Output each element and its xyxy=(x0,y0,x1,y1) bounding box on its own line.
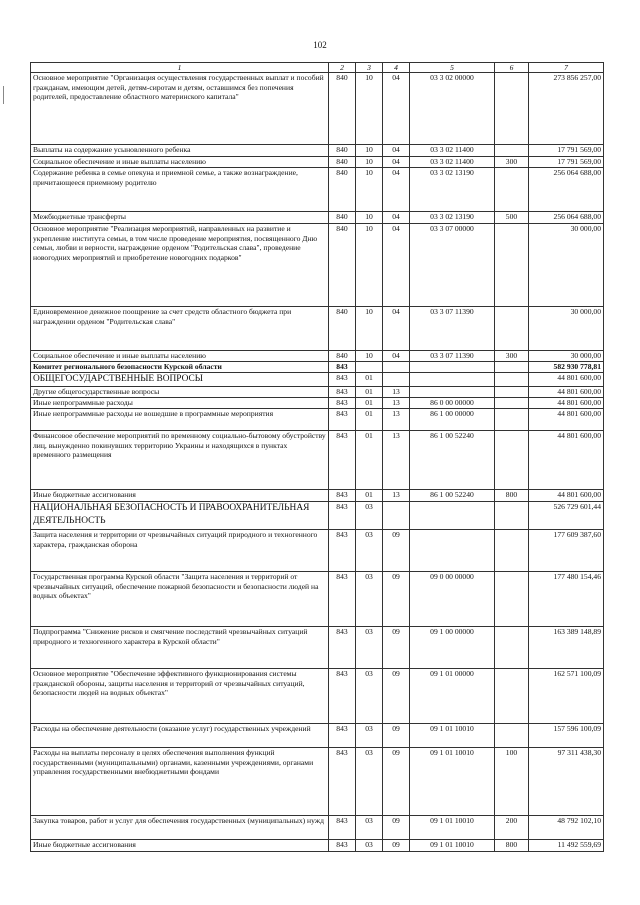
section-code: 10 xyxy=(356,351,383,362)
subsection-code: 04 xyxy=(383,224,410,307)
amount: 44 801 600,00 xyxy=(529,373,604,387)
target-article-code: 86 1 00 52240 xyxy=(410,490,495,502)
table-row xyxy=(31,816,604,840)
section-code: 10 xyxy=(356,157,383,168)
column-number: 3 xyxy=(356,63,383,73)
target-article-code: 86 1 00 00000 xyxy=(410,409,495,431)
budget-table xyxy=(30,62,604,852)
expense-type-code xyxy=(495,224,529,307)
expense-type-code: 800 xyxy=(495,840,529,852)
section-code: 03 xyxy=(356,724,383,748)
ministry-code: 840 xyxy=(329,351,356,362)
expense-type-code xyxy=(495,530,529,572)
table-row xyxy=(31,502,604,530)
expense-type-code xyxy=(495,373,529,387)
subsection-code: 04 xyxy=(383,157,410,168)
subsection-code: 13 xyxy=(383,490,410,502)
ministry-code: 843 xyxy=(329,409,356,431)
amount: 44 801 600,00 xyxy=(529,398,604,409)
target-article-code: 09 1 01 00000 xyxy=(410,669,495,724)
expense-type-code xyxy=(495,572,529,627)
target-article-code xyxy=(410,502,495,530)
column-number: 4 xyxy=(383,63,410,73)
subsection-code xyxy=(383,373,410,387)
table-row xyxy=(31,362,604,373)
ministry-code: 843 xyxy=(329,387,356,398)
row-description: НАЦИОНАЛЬНАЯ БЕЗОПАСНОСТЬ И ПРАВООХРАНИТЕЛЬНАЯ ДЕЯТЕЛЬНОСТЬ xyxy=(31,502,329,530)
section-code: 03 xyxy=(356,530,383,572)
expense-type-code xyxy=(495,307,529,351)
subsection-code: 09 xyxy=(383,840,410,852)
row-description: Межбюджетные трансферты xyxy=(31,212,329,224)
target-article-code: 03 3 02 11400 xyxy=(410,145,495,157)
expense-type-code: 300 xyxy=(495,157,529,168)
section-code: 03 xyxy=(356,502,383,530)
table-row xyxy=(31,627,604,669)
amount: 48 792 102,10 xyxy=(529,816,604,840)
ministry-code: 840 xyxy=(329,212,356,224)
amount: 44 801 600,00 xyxy=(529,387,604,398)
subsection-code: 13 xyxy=(383,409,410,431)
section-code: 03 xyxy=(356,840,383,852)
section-code: 01 xyxy=(356,431,383,490)
row-description: Подпрограмма "Снижение рисков и смягчение последствий чрезвычайных ситуаций природного и техногенного характера в Курской области" xyxy=(31,627,329,669)
table-row xyxy=(31,431,604,490)
ministry-code: 843 xyxy=(329,502,356,530)
row-description: Защита населения и территории от чрезвычайных ситуаций природного и техногенного характера, гражданская оборона xyxy=(31,530,329,572)
subsection-code: 13 xyxy=(383,431,410,490)
section-code: 10 xyxy=(356,307,383,351)
ministry-code: 843 xyxy=(329,373,356,387)
target-article-code: 86 1 00 52240 xyxy=(410,431,495,490)
target-article-code: 09 1 00 00000 xyxy=(410,627,495,669)
section-code: 10 xyxy=(356,145,383,157)
table-row xyxy=(31,572,604,627)
subsection-code: 09 xyxy=(383,572,410,627)
target-article-code xyxy=(410,387,495,398)
expense-type-code: 300 xyxy=(495,351,529,362)
amount: 97 311 438,30 xyxy=(529,748,604,816)
row-description: Комитет регионального безопасности Курской области xyxy=(31,362,329,373)
row-description: Содержание ребенка в семье опекуна и приемной семье, а также вознаграждение, причитающееся приемному родителю xyxy=(31,168,329,212)
ministry-code: 843 xyxy=(329,530,356,572)
expense-type-code xyxy=(495,409,529,431)
amount: 582 930 778,81 xyxy=(529,362,604,373)
ministry-code: 843 xyxy=(329,572,356,627)
subsection-code xyxy=(383,502,410,530)
subsection-code: 04 xyxy=(383,307,410,351)
subsection-code: 04 xyxy=(383,145,410,157)
section-code: 10 xyxy=(356,168,383,212)
ministry-code: 843 xyxy=(329,627,356,669)
section-code xyxy=(356,362,383,373)
subsection-code: 04 xyxy=(383,168,410,212)
expense-type-code: 200 xyxy=(495,816,529,840)
row-description: Иные непрограммные расходы xyxy=(31,398,329,409)
ministry-code: 843 xyxy=(329,490,356,502)
subsection-code: 09 xyxy=(383,669,410,724)
section-code: 10 xyxy=(356,73,383,145)
row-description: Социальное обеспечение и иные выплаты населению xyxy=(31,351,329,362)
row-description: Расходы на выплаты персоналу в целях обеспечения выполнения функций государственными (муниципальными) органами, казенными учреждениями, органами управления государственными внебюджетными фондами xyxy=(31,748,329,816)
table-row xyxy=(31,724,604,748)
ministry-code: 843 xyxy=(329,362,356,373)
target-article-code: 09 1 01 10010 xyxy=(410,840,495,852)
target-article-code: 86 0 00 00000 xyxy=(410,398,495,409)
amount: 177 480 154,46 xyxy=(529,572,604,627)
amount: 273 856 257,00 xyxy=(529,73,604,145)
target-article-code xyxy=(410,373,495,387)
subsection-code xyxy=(383,362,410,373)
row-description: Другие общегосударственные вопросы xyxy=(31,387,329,398)
expense-type-code xyxy=(495,387,529,398)
expense-type-code: 800 xyxy=(495,490,529,502)
amount: 157 596 100,09 xyxy=(529,724,604,748)
amount: 44 801 600,00 xyxy=(529,409,604,431)
expense-type-code xyxy=(495,431,529,490)
section-code: 03 xyxy=(356,669,383,724)
subsection-code: 09 xyxy=(383,724,410,748)
table-body xyxy=(31,73,604,852)
row-description: Финансовое обеспечение мероприятий по временному социально-бытовому обустройству лиц, вынужденно покинувших территорию Украины и находящихся в пунктах временного размещения xyxy=(31,431,329,490)
ministry-code: 840 xyxy=(329,157,356,168)
amount: 44 801 600,00 xyxy=(529,490,604,502)
amount: 11 492 559,69 xyxy=(529,840,604,852)
target-article-code xyxy=(410,362,495,373)
row-description: Основное мероприятие "Обеспечение эффективного функционирования системы гражданской обороны, защиты населения и территорий от чрезвычайных ситуаций, безопасности людей на водных объектах" xyxy=(31,669,329,724)
table-row xyxy=(31,373,604,387)
section-code: 01 xyxy=(356,398,383,409)
row-description: Основное мероприятие "Организация осуществления государственных выплат и пособий гражданам, имеющим детей, детям-сиротам и детям, оставшимся без попечения родителей, предоставление областного материнского капитала" xyxy=(31,73,329,145)
ministry-code: 843 xyxy=(329,398,356,409)
column-number: 1 xyxy=(31,63,329,73)
expense-type-code xyxy=(495,724,529,748)
amount: 17 791 569,00 xyxy=(529,145,604,157)
table-row xyxy=(31,490,604,502)
ministry-code: 843 xyxy=(329,669,356,724)
row-description: Выплаты на содержание усыновленного ребенка xyxy=(31,145,329,157)
subsection-code: 09 xyxy=(383,530,410,572)
amount: 17 791 569,00 xyxy=(529,157,604,168)
column-number: 2 xyxy=(329,63,356,73)
table-row xyxy=(31,387,604,398)
row-description: Иные бюджетные ассигнования xyxy=(31,840,329,852)
table-row xyxy=(31,145,604,157)
target-article-code: 03 3 02 00000 xyxy=(410,73,495,145)
table-row xyxy=(31,73,604,145)
target-article-code: 09 1 01 10010 xyxy=(410,748,495,816)
subsection-code: 04 xyxy=(383,351,410,362)
ministry-code: 840 xyxy=(329,73,356,145)
target-article-code: 03 3 07 11390 xyxy=(410,351,495,362)
row-description: Расходы на обеспечение деятельности (оказание услуг) государственных учреждений xyxy=(31,724,329,748)
amount: 30 000,00 xyxy=(529,224,604,307)
row-description: Закупка товаров, работ и услуг для обеспечения государственных (муниципальных) нужд xyxy=(31,816,329,840)
subsection-code: 04 xyxy=(383,73,410,145)
expense-type-code xyxy=(495,398,529,409)
ministry-code: 843 xyxy=(329,724,356,748)
row-description: ОБЩЕГОСУДАРСТВЕННЫЕ ВОПРОСЫ xyxy=(31,373,329,387)
section-code: 03 xyxy=(356,627,383,669)
section-code: 10 xyxy=(356,212,383,224)
target-article-code: 09 1 01 10010 xyxy=(410,724,495,748)
row-description: Иные непрограммные расходы не вошедшие в программные мероприятия xyxy=(31,409,329,431)
amount: 44 801 600,00 xyxy=(529,431,604,490)
expense-type-code xyxy=(495,73,529,145)
section-code: 10 xyxy=(356,224,383,307)
expense-type-code xyxy=(495,669,529,724)
expense-type-code: 100 xyxy=(495,748,529,816)
table-row xyxy=(31,157,604,168)
table-row xyxy=(31,307,604,351)
target-article-code xyxy=(410,530,495,572)
amount: 30 000,00 xyxy=(529,307,604,351)
amount: 256 064 688,00 xyxy=(529,168,604,212)
subsection-code: 09 xyxy=(383,748,410,816)
row-description: Основное мероприятие "Реализация мероприятий, направленных на развитие и укрепление института семьи, в том числе проведение мероприятия, посвященного Дню семьи, любви и верности, награждение орденом "Родительская слава", проведение новогодних мероприятий и приобретение новогодних подарков" xyxy=(31,224,329,307)
ministry-code: 840 xyxy=(329,224,356,307)
subsection-code: 09 xyxy=(383,627,410,669)
expense-type-code: 500 xyxy=(495,212,529,224)
table-row xyxy=(31,398,604,409)
ministry-code: 840 xyxy=(329,145,356,157)
amount: 30 000,00 xyxy=(529,351,604,362)
target-article-code: 03 3 02 13190 xyxy=(410,212,495,224)
target-article-code: 03 3 07 11390 xyxy=(410,307,495,351)
row-description: Социальное обеспечение и иные выплаты населению xyxy=(31,157,329,168)
section-code: 01 xyxy=(356,490,383,502)
row-description: Государственная программа Курской области "Защита населения и территорий от чрезвычайных ситуаций, обеспечение пожарной безопасности и безопасности людей на водных объектах" xyxy=(31,572,329,627)
subsection-code: 13 xyxy=(383,387,410,398)
target-article-code: 09 0 00 00000 xyxy=(410,572,495,627)
ministry-code: 840 xyxy=(329,307,356,351)
section-code: 03 xyxy=(356,748,383,816)
amount: 526 729 601,44 xyxy=(529,502,604,530)
ministry-code: 843 xyxy=(329,431,356,490)
expense-type-code xyxy=(495,145,529,157)
ministry-code: 843 xyxy=(329,840,356,852)
table-row xyxy=(31,224,604,307)
target-article-code: 03 3 02 11400 xyxy=(410,157,495,168)
table-row xyxy=(31,351,604,362)
subsection-code: 04 xyxy=(383,212,410,224)
section-code: 03 xyxy=(356,572,383,627)
table-row xyxy=(31,748,604,816)
ministry-code: 843 xyxy=(329,748,356,816)
table-row xyxy=(31,212,604,224)
table-row xyxy=(31,530,604,572)
column-number-row xyxy=(31,63,604,73)
subsection-code: 13 xyxy=(383,398,410,409)
table-row xyxy=(31,669,604,724)
table-row xyxy=(31,168,604,212)
scan-artifact xyxy=(3,86,4,104)
ministry-code: 840 xyxy=(329,168,356,212)
amount: 163 389 148,89 xyxy=(529,627,604,669)
ministry-code: 843 xyxy=(329,816,356,840)
row-description: Единовременное денежное поощрение за счет средств областного бюджета при награждении орденом "Родительская слава" xyxy=(31,307,329,351)
target-article-code: 09 1 01 10010 xyxy=(410,816,495,840)
amount: 162 571 100,09 xyxy=(529,669,604,724)
expense-type-code xyxy=(495,168,529,212)
section-code: 01 xyxy=(356,373,383,387)
amount: 177 609 387,60 xyxy=(529,530,604,572)
table-row xyxy=(31,840,604,852)
column-number: 5 xyxy=(410,63,495,73)
expense-type-code xyxy=(495,502,529,530)
expense-type-code xyxy=(495,627,529,669)
column-number: 6 xyxy=(495,63,529,73)
page-number: 102 xyxy=(313,40,327,50)
target-article-code: 03 3 07 00000 xyxy=(410,224,495,307)
table-row xyxy=(31,409,604,431)
column-number: 7 xyxy=(529,63,604,73)
section-code: 01 xyxy=(356,387,383,398)
expense-type-code xyxy=(495,362,529,373)
amount: 256 064 688,00 xyxy=(529,212,604,224)
row-description: Иные бюджетные ассигнования xyxy=(31,490,329,502)
subsection-code: 09 xyxy=(383,816,410,840)
section-code: 03 xyxy=(356,816,383,840)
target-article-code: 03 3 02 13190 xyxy=(410,168,495,212)
section-code: 01 xyxy=(356,409,383,431)
